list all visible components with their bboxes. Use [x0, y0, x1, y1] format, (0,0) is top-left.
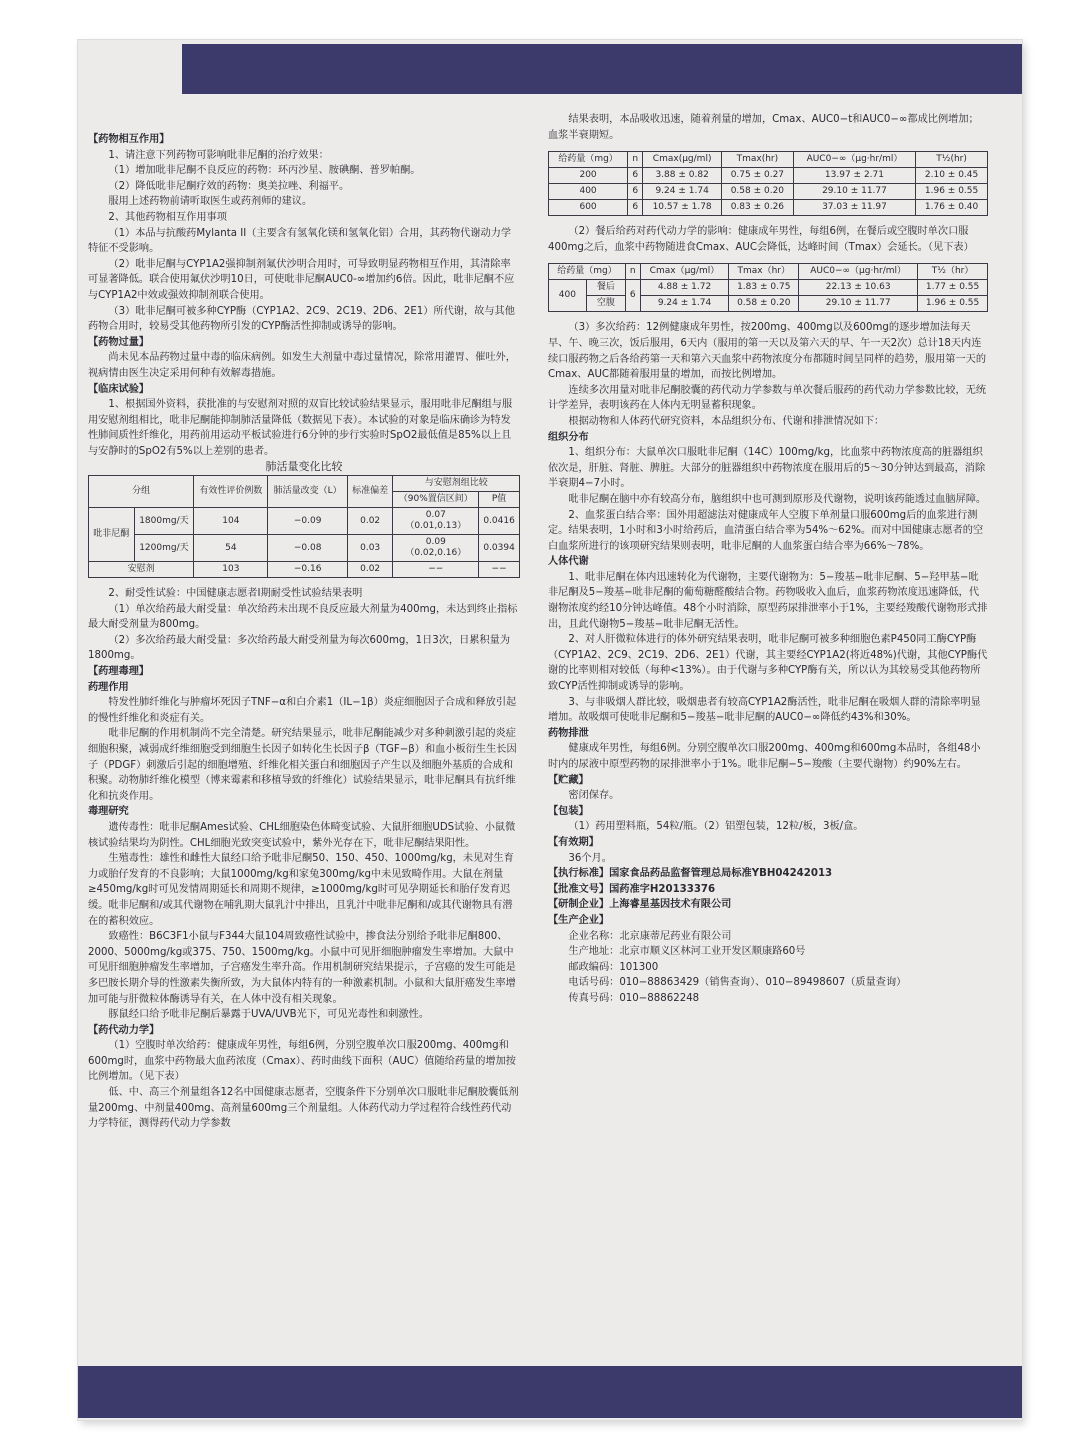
table-cell: 1.76 ± 0.40: [916, 200, 988, 216]
table-cell: 6: [628, 200, 643, 216]
interactions-heading: 【药物相互作用】: [88, 134, 170, 145]
paragraph: 吡非尼酮的作用机制尚不完全清楚。研究结果显示，吡非尼酮能减少对多种刺激引起的炎症细胞积聚，减弱成纤维细胞受到细胞生长因子如转化生长因子β（TGF−β）和血小板衍生生长因子（PDGF）刺激后引起的细胞增殖、纤维化相关蛋白和细胞因子产生以及细胞外基质的合成和积聚。动物肺纤维化模型（博来霉素和移植导致的纤维化）试验结果显示，吡非尼酮具有抗纤维化和抗炎作用。: [88, 728, 517, 802]
table-cell: −0.16: [268, 562, 347, 578]
table-cell: 9.24 ± 1.74: [640, 296, 729, 312]
manufacturer-name: 企业名称：北京康蒂尼药业有限公司: [568, 930, 732, 942]
table-header: 给药量（mg）: [549, 264, 626, 280]
table-cell: −0.09: [268, 508, 347, 535]
developer-line: 【研制企业】上海睿星基因技术有限公司: [548, 899, 732, 911]
table-row: [549, 184, 988, 200]
table-header: T½（hr）: [918, 264, 988, 280]
fax-number: 传真号码：010−88862248: [568, 992, 700, 1004]
table-cell: 0.0416: [479, 508, 520, 535]
table-cell: 0.03: [347, 535, 393, 562]
table-row: [89, 508, 520, 535]
paragraph: （1）增加吡非尼酮不良反应的药物：环丙沙星、胺碘酮、普罗帕酮。: [108, 165, 421, 177]
table-caption: 肺活量变化比较: [265, 460, 343, 474]
table-cell: 22.13 ± 10.63: [799, 280, 918, 296]
paragraph: 1、请注意下列药物可影响吡非尼酮的治疗效果：: [108, 149, 329, 161]
table-cell: 54: [194, 535, 268, 562]
table-cell: [393, 508, 479, 535]
table-cell: 1.77 ± 0.55: [918, 280, 988, 296]
table-cell: 29.10 ± 11.77: [793, 184, 915, 200]
table-cell: 0.58 ± 0.20: [721, 184, 793, 200]
top-color-band: [182, 44, 1022, 94]
table-cell: 0.02: [347, 562, 393, 578]
table-cell: 1.83 ± 0.75: [729, 280, 799, 296]
clinical-trial-heading: 【临床试验】: [88, 383, 150, 395]
table-cell: 29.10 ± 11.77: [799, 296, 918, 312]
table-cell: 安慰剂: [89, 562, 194, 578]
table-cell: 2.10 ± 0.45: [916, 168, 988, 184]
paragraph: （2）降低吡非尼酮疗效的药物：奥美拉唑、利福平。: [108, 180, 350, 192]
subheading: 组织分布: [548, 431, 589, 443]
single-dose-pk-table: [548, 151, 988, 216]
package-heading: 【包装】: [548, 805, 589, 817]
standard-line: 【执行标准】国家食品药品监督管理总局标准YBH04242013: [548, 868, 833, 880]
subheading: 毒理研究: [88, 806, 129, 818]
table-cell: 1200mg/天: [134, 535, 194, 562]
paragraph: （1）本品与抗酸药Mylanta II（主要含有氢氧化镁和氢氧化铝）合用，其药物代谢动力学特征不受影响。: [88, 227, 512, 255]
paragraph: （3）多次给药：12例健康成年男性，按200mg、400mg以及600mg的逐步增加法每天早、午、晚三次，饭后服用，6天内（服用的第一天以及第六天的早、午一天2次）总计18天内连续口服药物之后各给药第一天和第六天血浆中药物浓度分布都随时间呈同样的趋势，服用第一天的Cmax、AUC都随着服用量的增加，而按比例增加。: [548, 322, 987, 381]
paragraph: 3、与非吸烟人群比较，吸烟患者有较高CYP1A2酶活性，吡非尼酮在吸烟人群的清除率明显增加。故吸烟可使吡非尼酮和5−羧基−吡非尼酮的AUC0−∞降低约43%和30%。: [548, 696, 981, 724]
validity-heading: 【有效期】: [548, 836, 599, 848]
table-header: （90%置信区间）: [393, 492, 479, 508]
table-header: 分组: [89, 476, 194, 508]
paragraph: 2、对人肝微粒体进行的体外研究结果表明，吡非尼酮可被多种细胞色素P450同工酶CYP酶（CYP1A2、2C9、2C19、2D6、2E1）代谢，其主要经CYP1A2(将近48%)代谢，其他CYP酶代谢的比率则相对较低（每种<13%）。由于代谢与多种CYP酶有关，所以认为其较易受其他药物所致CYP活性抑制或诱导的影响。: [548, 634, 988, 693]
table-row: [549, 168, 988, 184]
table-cell: 6: [628, 168, 643, 184]
cell-value: 0.09: [425, 537, 446, 548]
cell-value: 0.07: [425, 510, 446, 521]
table-cell: 104: [194, 508, 268, 535]
table-header: P值: [479, 492, 520, 508]
paragraph: （1）空腹时单次给药：健康成年男性，每组6例，分别空腹单次口服200mg、400mg和600mg时，血浆中药物最大血药浓度（Cmax）、药时曲线下面积（AUC）值随给药量的增加按比例增加。（见下表）: [88, 1040, 516, 1083]
manufacturer-address: 生产地址：北京市顺义区林河工业开发区顺康路60号: [568, 946, 806, 958]
paragraph: 生殖毒性：雄性和雌性大鼠经口给予吡非尼酮50、150、450、1000mg/kg，未见对生育力或胎仔发育的不良影响；大鼠1000mg/kg和家兔300mg/kg中未见致畸作用。大鼠在剂量≥450mg/kg时可见发情周期延长和周期不规律，≥1000mg/kg时可见孕期延长和胎仔发育迟缓。吡非尼酮和/或其代谢物在哺乳期大鼠乳汁中排出，且乳汁中吡非尼酮和/或其代谢物具有潜在的蓄积效应。: [88, 853, 514, 927]
paragraph: （1）单次给药最大耐受量：单次给药未出现不良反应最大剂量为400mg，未达到终止指标最大耐受剂量为800mg。: [88, 603, 518, 631]
table-cell: 0.02: [347, 508, 393, 535]
postal-code: 邮政编码：101300: [568, 961, 659, 973]
paragraph: 密闭保存。: [568, 790, 620, 802]
table-header: T½(hr): [916, 152, 988, 168]
manufacturer-heading: 【生产企业】: [548, 914, 610, 926]
paragraph: 尚未见本品药物过量中毒的临床病例。如发生大剂量中毒过量情况，除常用灌胃、催吐外，视病情由医生决定采用何种有效解毒措施。: [88, 352, 516, 379]
paragraph: （2）吡非尼酮与CYP1A2强抑制剂氟伏沙明合用时，可导致明显药物相互作用，其清除率可显著降低。联合使用氟伏沙明10日，可使吡非尼酮AUC0-∞增加约6倍。因此，吡非尼酮不应与CYP1A2中效或强效抑制剂联合使用。: [88, 258, 515, 301]
table-header: 肺活量改变（L）: [268, 476, 347, 508]
table-cell: 13.97 ± 2.71: [793, 168, 915, 184]
paragraph: 2、血浆蛋白结合率：国外用超滤法对健康成年人空腹下单剂量口服600mg后的血浆进行测定。结果表明，1小时和3小时给药后，血清蛋白结合率为54%～62%。而对中国健康志愿者的空白血浆所进行的该项研究结果则表明，吡非尼酮的人血浆蛋白结合率为66%～78%。: [548, 509, 984, 552]
paragraph: 服用上述药物前请听取医生或药剂师的建议。: [108, 196, 313, 208]
table-cell: 吡非尼酮: [89, 508, 135, 562]
paragraph: 1、根据国外资料，获批准的与安慰剂对照的双盲比较试验结果显示，服用吡非尼酮组与服用安慰剂组相比，吡非尼酮能抑制肺活量降低（数据见下表）。本试验的对象是临床确诊为特发性肺间质性纤维化，用药前用运动平板试验进行6分钟的步行实验时SpO2最低值是85%以上且与安静时的SpO2有5%以上差别的患者。: [88, 399, 513, 457]
table-cell: 4.88 ± 1.72: [640, 280, 729, 296]
table-row: [549, 280, 988, 296]
table-cell: [393, 535, 479, 562]
table-row: [89, 535, 520, 562]
paragraph: 致癌性：B6C3F1小鼠与F344大鼠104周致癌性试验中，掺食法分别给予吡非尼酮800、2000、5000mg/kg或375、750、1500mg/kg。小鼠中可见肝细胞肿瘤发生率增加。大鼠中可见肝细胞肿瘤发生率增加，子宫癌发生率升高。作用机制研究结果提示，子宫癌的发生可能是多巴胺长期介导的性激素失衡所致，为大鼠体内特有的一种激素机制。小鼠和大鼠肝癌发生率增加可能与肝微粒体酶诱导有关，在人体中没有相关现象。: [88, 931, 516, 1005]
table-cell: 空腹: [586, 296, 625, 312]
table-row: [549, 296, 988, 312]
pharmacology-heading: 【药理毒理】: [88, 666, 150, 678]
table-header: AUC0−∞（μg·hr/ml）: [793, 152, 915, 168]
paragraph: 遗传毒性：吡非尼酮Ames试验、CHL细胞染色体畸变试验、大鼠肝细胞UDS试验、小鼠微核试验结果均为阴性。CHL细胞光致突变试验中，紫外光存在下，吡非尼酮结果阳性。: [88, 821, 516, 849]
table-cell: 6: [625, 280, 640, 312]
table-header: AUC0−∞（μg·hr/ml）: [799, 264, 918, 280]
paragraph: 特发性肺纤维化与肿瘤坏死因子TNF−α和白介素1（IL−1β）炎症细胞因子合成和释放引起的慢性纤维化和炎症有关。: [88, 697, 517, 724]
paragraph: 36个月。: [568, 852, 612, 864]
cell-value: （0.01,0.13）: [405, 521, 467, 532]
food-effect-pk-table: [548, 263, 988, 312]
table-cell: 0.75 ± 0.27: [721, 168, 793, 184]
subheading: 药理作用: [88, 681, 129, 693]
table-cell: 餐后: [586, 280, 625, 296]
phone-number: 电话号码：010−88863429（销售查询）、010−89498607（质量查询）: [568, 977, 907, 989]
paragraph: 2、其他药物相互作用事项: [108, 211, 227, 223]
table-header: n: [628, 152, 643, 168]
lung-capacity-table: [88, 475, 520, 578]
table-header: 给药量（mg）: [549, 152, 628, 168]
table-header: Cmax(μg/ml): [643, 152, 722, 168]
overdose-heading: 【药物过量】: [88, 336, 150, 348]
paragraph: （2）多次给药最大耐受量：多次给药最大耐受剂量为每次600mg，1日3次，日累积量为1800mg。: [88, 634, 511, 662]
paragraph: 结果表明，本品吸收迅速，随着剂量的增加，Cmax、AUC0−t和AUC0−∞都成比例增加；血浆半衰期短。: [548, 114, 979, 141]
paragraph: 吡非尼酮在脑中亦有较高分布，脑组织中也可测到原形及代谢物，说明该药能透过血脑屏障。: [568, 493, 987, 505]
table-header: n: [625, 264, 640, 280]
table-header: Cmax（μg/ml）: [640, 264, 729, 280]
right-column: [548, 112, 988, 1007]
subheading: 人体代谢: [548, 556, 589, 568]
paragraph: 连续多次用量对吡非尼酮胶囊的药代动力学参数与单次餐后服药的药代动力学参数比较，无统计学差异，表明该药在人体内无明显蓄积现象。: [548, 384, 987, 412]
table-cell: 200: [549, 168, 628, 184]
table-cell: −−: [393, 562, 479, 578]
pharmacokinetics-heading: 【药代动力学】: [88, 1024, 160, 1036]
subheading: 药物排泄: [548, 727, 589, 739]
table-cell: 1800mg/天: [134, 508, 194, 535]
paragraph: 1、组织分布：大鼠单次口服吡非尼酮（14C）100mg/kg，比血浆中药物浓度高的脏器组织依次是，肝脏、肾脏、脾脏。大部分的脏器组织中药物浓度在服用后的5～30分钟达到最高，消除半衰期4−7小时。: [548, 447, 986, 490]
approval-line: 【批准文号】国药准字H20133376: [548, 883, 716, 895]
table-header: Tmax（hr）: [729, 264, 799, 280]
paragraph: 1、吡非尼酮在体内迅速转化为代谢物，主要代谢物为：5−羧基−吡非尼酮、5−羟甲基−吡非尼酮及5−羧基−吡非尼酮的葡萄糖醛酸结合物。药物吸收入血后，血浆药物浓度迅速降低，代谢物浓度约经10分钟达峰值。48个小时消除，原型药尿排泄率小于1%，主要经羧酸代谢物形式排出，且此代谢物5−羧基−吡非尼酮无活性。: [548, 571, 988, 630]
paragraph: （1）药用塑料瓶，54粒/瓶。（2）铝塑包装，12粒/板，3板/盒。: [568, 821, 864, 833]
table-cell: 400: [549, 280, 587, 312]
table-header: Tmax(hr): [721, 152, 793, 168]
paragraph: 低、中、高三个剂量组各12名中国健康志愿者，空腹条件下分别单次口服吡非尼酮胶囊低剂量200mg、中剂量400mg、高剂量600mg三个剂量组。人体药代动力学过程符合线性药代动力学特征，测得药代动力学参数: [88, 1087, 519, 1130]
table-row: [549, 200, 988, 216]
left-column: [88, 132, 520, 1132]
paragraph: （2）餐后给药对药代动力学的影响：健康成年男性，每组6例，在餐后或空腹时单次口服400mg之后，血浆中药物随进食Cmax、AUC会降低，达峰时间（Tmax）会延长。（见下表）: [548, 226, 974, 253]
bottom-color-band: [78, 1366, 1022, 1418]
table-cell: 103: [194, 562, 268, 578]
paragraph: 健康成年男性，每组6例。分别空腹单次口服200mg、400mg和600mg本品时，各组48小时内的尿液中原型药物的尿排泄率小于1%。吡非尼酮−5−羧酸（主要代谢物）约90%左右。: [548, 743, 981, 770]
table-row: [89, 562, 520, 578]
paragraph: （3）吡非尼酮可被多种CYP酶（CYP1A2、2C9、2C19、2D6、2E1）所代谢，故与其他药物合用时，较易受其他药物所引发的CYP酶活性抑制或诱导的影响。: [88, 305, 515, 333]
table-cell: 6: [628, 184, 643, 200]
table-cell: 9.24 ± 1.74: [643, 184, 722, 200]
table-cell: 1.96 ± 0.55: [918, 296, 988, 312]
table-cell: 0.83 ± 0.26: [721, 200, 793, 216]
table-cell: 0.58 ± 0.20: [729, 296, 799, 312]
table-cell: 0.0394: [479, 535, 520, 562]
table-cell: −−: [479, 562, 520, 578]
table-header: 标准偏差: [347, 476, 393, 508]
table-cell: 600: [549, 200, 628, 216]
paragraph: 2、耐受性试验：中国健康志愿者I期耐受性试验结果表明: [108, 588, 363, 600]
table-cell: 10.57 ± 1.78: [643, 200, 722, 216]
table-cell: 37.03 ± 11.97: [793, 200, 915, 216]
table-cell: 3.88 ± 0.82: [643, 168, 722, 184]
paragraph: 根据动物和人体药代研究资料，本品组织分布、代谢和排泄情况如下：: [568, 415, 885, 427]
table-cell: 1.96 ± 0.55: [916, 184, 988, 200]
table-cell: 400: [549, 184, 628, 200]
paragraph: 豚鼠经口给予吡非尼酮后暴露于UVA/UVB光下，可见光毒性和刺激性。: [108, 1009, 430, 1021]
table-header: 有效性评价例数: [194, 476, 268, 508]
storage-heading: 【贮藏】: [548, 774, 589, 786]
table-cell: −0.08: [268, 535, 347, 562]
table-header: 与安慰剂组比较: [393, 476, 520, 492]
cell-value: （0.02,0.16）: [405, 548, 467, 559]
